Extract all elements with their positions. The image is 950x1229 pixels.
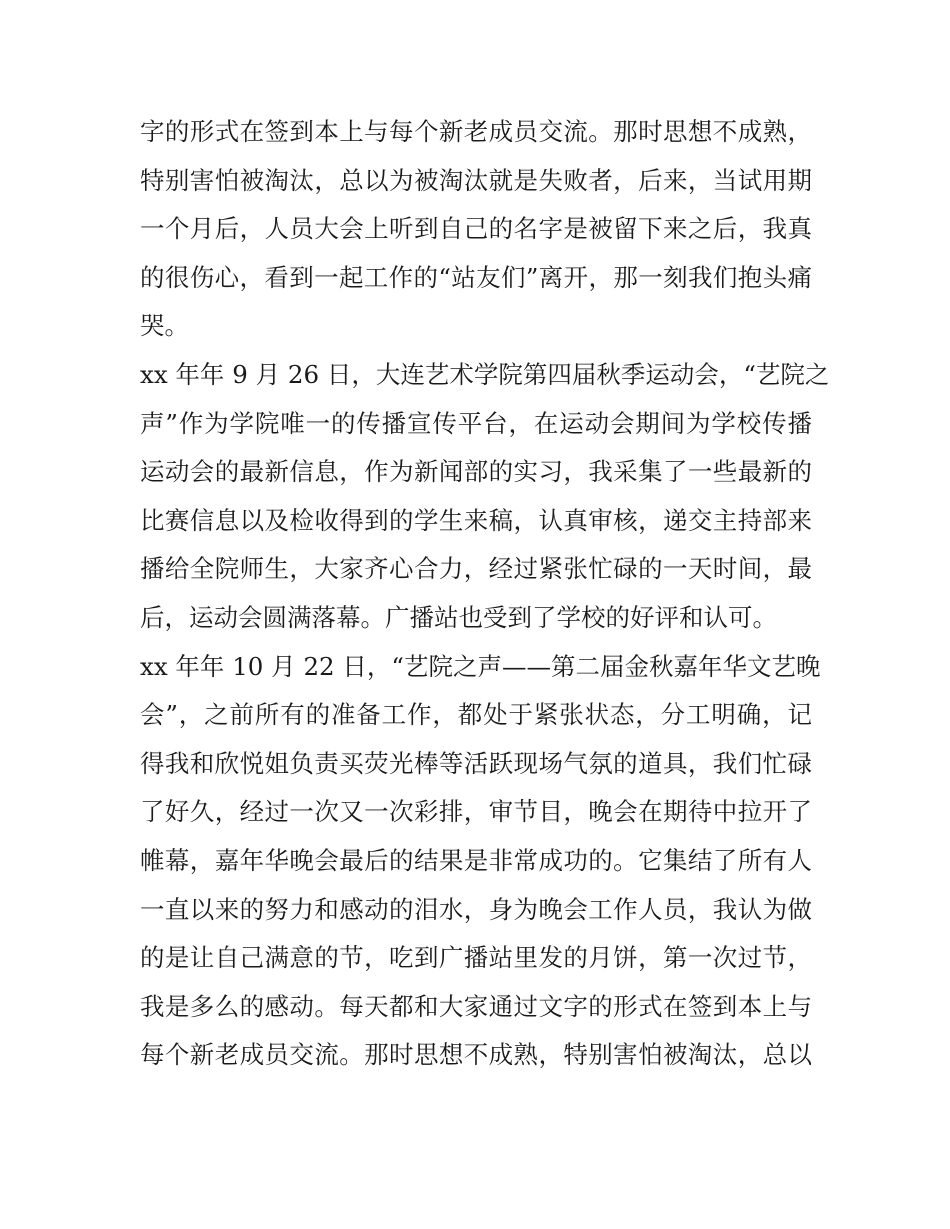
text-line: 一直以来的努力和感动的泪水，身为晚会工作人员，我认为做 [140, 894, 812, 924]
text-line: 得我和欣悦姐负责买荧光棒等活跃现场气氛的道具，我们忙碌 [140, 748, 812, 778]
text-line: 一个月后，人员大会上听到自己的名字是被留下来之后，我真 [140, 214, 812, 244]
text-line: 会”，之前所有的准备工作，都处于紧张状态，分工明确，记 [140, 700, 812, 730]
text-line: 了好久，经过一次又一次彩排，审节目，晚会在期待中拉开了 [140, 797, 812, 827]
text-line: xx 年年 9 月 26 日，大连艺术学院第四届秋季运动会，“艺院之 [140, 359, 830, 389]
text-line: 特别害怕被淘汰，总以为被淘汰就是失败者，后来，当试用期 [140, 165, 812, 195]
text-line: 运动会的最新信息，作为新闻部的实习，我采集了一些最新的 [140, 457, 812, 487]
text-line: 播给全院师生，大家齐心合力，经过紧张忙碌的一天时间，最 [140, 554, 812, 584]
text-line: 声”作为学院唯一的传播宣传平台，在运动会期间为学校传播 [140, 408, 812, 438]
text-line: 后，运动会圆满落幕。广播站也受到了学校的好评和认可。 [140, 602, 777, 632]
text-line: 我是多么的感动。每天都和大家通过文字的形式在签到本上与 [140, 991, 812, 1021]
text-line: 字的形式在签到本上与每个新老成员交流。那时思想不成熟， [140, 117, 812, 146]
text-line: 的很伤心，看到一起工作的“站友们”离开，那一刻我们抱头痛 [140, 262, 812, 292]
text-line: 帷幕，嘉年华晚会最后的结果是非常成功的。它集结了所有人 [140, 845, 812, 875]
text-line: 每个新老成员交流。那时思想不成熟，特别害怕被淘汰，总以 [140, 1040, 812, 1070]
text-line: 比赛信息以及检收得到的学生来稿，认真审核，递交主持部来 [140, 505, 812, 535]
text-line: 的是让自己满意的节，吃到广播站里发的月饼，第一次过节， [140, 943, 812, 973]
body-text [140, 108, 830, 1080]
text-line: xx 年年 10 月 22 日，“艺院之声——第二届金秋嘉年华文艺晚 [140, 651, 821, 681]
text-line: 哭。 [140, 311, 189, 341]
